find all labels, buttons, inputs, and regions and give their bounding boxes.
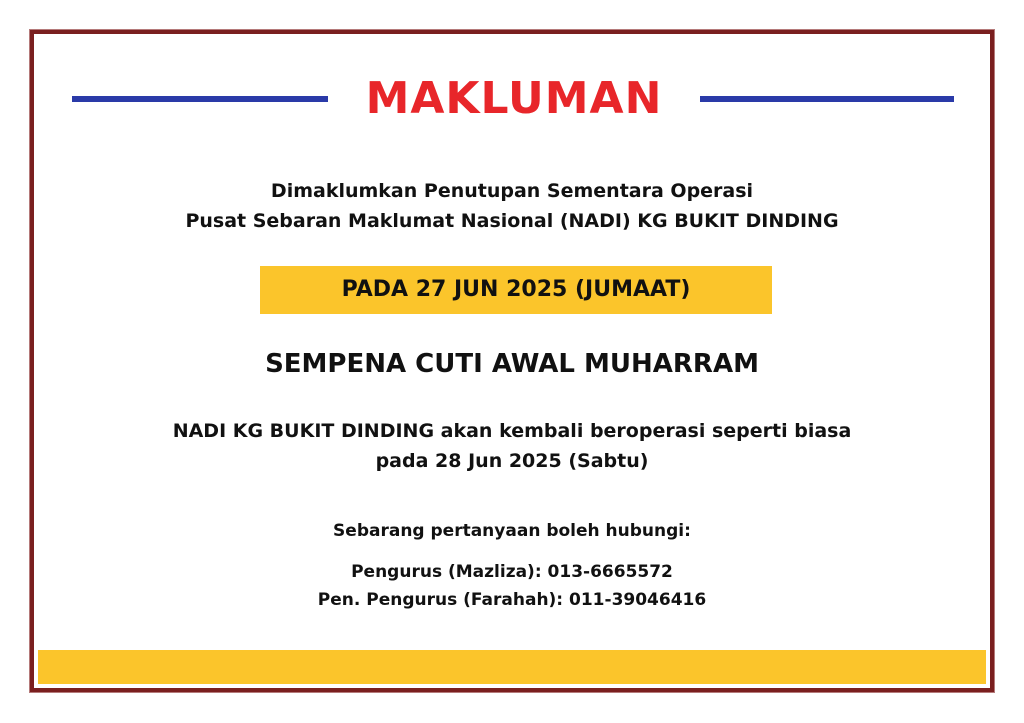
date-banner: PADA 27 JUN 2025 (JUMAAT) bbox=[260, 266, 772, 314]
closure-intro bbox=[34, 176, 990, 236]
title-rule-left bbox=[72, 96, 328, 102]
title-row bbox=[34, 74, 990, 124]
contact-list bbox=[34, 558, 990, 614]
title-rule-right bbox=[700, 96, 954, 102]
reopen-message bbox=[34, 416, 990, 476]
occasion-heading: SEMPENA CUTI AWAL MUHARRAM bbox=[265, 349, 759, 379]
contact-assistant-manager: Pen. Pengurus (Farahah): 011-39046416 bbox=[317, 590, 707, 610]
contact-heading: Sebarang pertanyaan boleh hubungi: bbox=[333, 521, 691, 541]
intro-line-1: Dimaklumkan Penutupan Sementara Operasi bbox=[270, 180, 754, 202]
footer-bar bbox=[38, 650, 986, 684]
contact-manager: Pengurus (Mazliza): 013-6665572 bbox=[351, 562, 673, 582]
reopen-line-2: pada 28 Jun 2025 (Sabtu) bbox=[375, 450, 649, 472]
intro-line-2: Pusat Sebaran Maklumat Nasional (NADI) KG BUKIT DINDING bbox=[185, 210, 839, 232]
notice-frame bbox=[30, 30, 994, 692]
notice-title: MAKLUMAN bbox=[365, 73, 663, 124]
reopen-line-1: NADI KG BUKIT DINDING akan kembali beroperasi seperti biasa bbox=[172, 420, 852, 442]
